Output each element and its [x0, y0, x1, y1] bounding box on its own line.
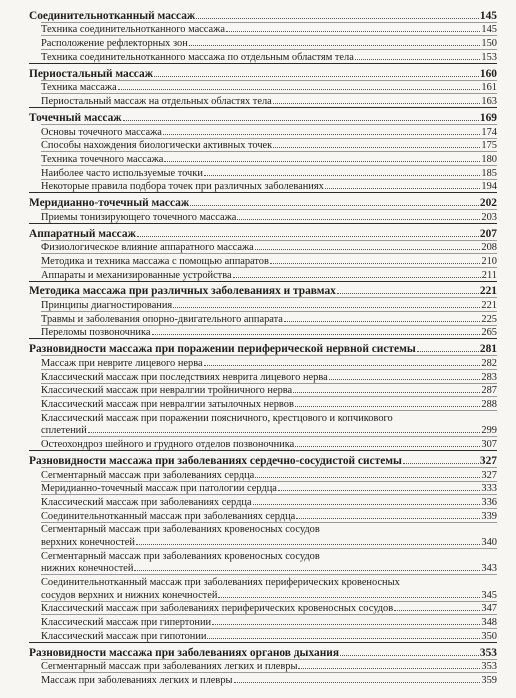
entry-title: Классический массаж при последствиях неврита лицевого нерва — [41, 371, 328, 383]
section-page-number: 202 — [479, 197, 497, 210]
entry-page-number: 340 — [481, 537, 497, 548]
section-heading — [29, 224, 497, 240]
dot-leader — [234, 682, 481, 683]
dot-leader — [337, 293, 479, 294]
section-heading — [29, 64, 497, 80]
dot-leader — [134, 570, 480, 571]
toc-entry — [41, 535, 497, 548]
toc-entry — [41, 562, 497, 575]
entry-title: Методика и техника массажа с помощью аппаратов — [41, 255, 269, 267]
toc-entry — [41, 574, 497, 588]
toc-section — [29, 6, 497, 63]
entry-title: Классический массаж при поражении поясничного, крестцового и копчикового — [41, 412, 393, 424]
dot-leader — [190, 205, 479, 206]
section-page-number: 327 — [479, 454, 497, 467]
entry-page-number: 359 — [481, 674, 497, 686]
toc-entry — [41, 22, 497, 36]
section-heading — [29, 6, 497, 22]
section-title: Аппаратный массаж — [29, 227, 136, 240]
entry-page-number: 353 — [481, 661, 497, 673]
dot-leader — [123, 120, 479, 121]
section-title: Соединительнотканный массаж — [29, 9, 196, 22]
dot-leader — [273, 147, 480, 148]
section-page-number: 221 — [479, 285, 497, 298]
toc-entry — [41, 49, 497, 63]
entry-page-number: 288 — [481, 399, 497, 411]
toc-entry — [41, 325, 497, 339]
toc-entry — [41, 253, 497, 267]
toc-entry — [41, 165, 497, 179]
entry-page-number: 210 — [481, 255, 497, 267]
dot-leader — [173, 307, 480, 308]
section-heading — [29, 108, 497, 124]
dot-leader — [325, 188, 481, 189]
entry-title: Основы точечного массажа — [41, 126, 162, 138]
dot-leader — [154, 76, 479, 77]
entry-page-number: 287 — [481, 385, 497, 397]
entry-title: Сегментарный массаж при заболеваниях кровеносных сосудов — [41, 524, 320, 536]
toc-entry — [41, 588, 497, 601]
section-heading — [29, 193, 497, 209]
section-title: Периостальный массаж — [29, 67, 153, 80]
toc-entry — [41, 297, 497, 311]
entry-page-number: 343 — [481, 563, 497, 575]
entry-title: Аппараты и механизированные устройства — [41, 269, 232, 281]
section-title: Разновидности массажа при заболеваниях сердечно-сосудистой системы — [29, 454, 402, 467]
dot-leader — [233, 277, 481, 278]
toc-entry — [41, 151, 497, 165]
entry-title: Техника точечного массажа — [41, 153, 164, 165]
dot-leader — [196, 18, 479, 19]
dot-leader — [293, 392, 480, 393]
entry-page-number: 345 — [481, 589, 497, 601]
dot-leader — [255, 477, 480, 478]
dot-leader — [295, 446, 480, 447]
entry-page-number: 211 — [481, 269, 497, 281]
entry-page-number: 145 — [481, 24, 497, 36]
dot-leader — [296, 518, 480, 519]
section-heading — [29, 282, 497, 298]
section-title: Разновидности массажа при поражении периферической нервной системы — [29, 343, 416, 356]
toc-entry — [41, 138, 497, 152]
dot-leader — [284, 321, 480, 322]
dot-leader — [295, 406, 481, 407]
dot-leader — [204, 365, 481, 366]
section-page-number: 353 — [479, 646, 497, 659]
toc-entry — [41, 508, 497, 522]
entry-page-number: 265 — [481, 327, 497, 339]
entry-page-number: 336 — [481, 496, 497, 508]
entry-page-number: 307 — [481, 439, 497, 451]
section-page-number: 281 — [479, 343, 497, 356]
dot-leader — [417, 351, 479, 352]
entry-page-number: 283 — [481, 371, 497, 383]
entry-title: Соединительнотканный массаж при заболеваниях периферических кровеносных — [41, 577, 400, 589]
toc-entry — [41, 424, 497, 437]
entry-page-number: 153 — [481, 51, 497, 63]
entry-page-number: 339 — [481, 510, 497, 522]
entry-title: Травмы и заболевания опорно-двигательного аппарата — [41, 313, 283, 325]
entry-title: Классический массаж при заболеваниях сердца — [41, 496, 252, 508]
section-page-number: 169 — [479, 111, 497, 124]
entry-title: Сегментарный массаж при заболеваниях сердца — [41, 469, 255, 481]
toc-entry — [41, 240, 497, 254]
toc-entry — [41, 80, 497, 94]
entry-title: Наиболее часто используемые точки — [41, 167, 203, 179]
table-of-contents — [29, 6, 497, 686]
toc-entry — [41, 481, 497, 495]
toc-entry — [41, 179, 497, 193]
entry-page-number: 180 — [481, 153, 497, 165]
entry-page-number: 185 — [481, 167, 497, 179]
toc-entry — [41, 494, 497, 508]
dot-leader — [164, 161, 480, 162]
entry-title: Сегментарный массаж при заболеваниях легких и плевры — [41, 661, 298, 673]
toc-section — [29, 642, 497, 686]
entry-title: Приемы тонизирующего точечного массажа — [41, 211, 237, 223]
entry-page-number: 347 — [481, 603, 497, 615]
entry-title: верхних конечностей — [41, 537, 135, 548]
entry-page-number: 194 — [481, 181, 497, 193]
dot-leader — [136, 544, 480, 545]
toc-entry — [41, 93, 497, 107]
entry-page-number: 163 — [481, 96, 497, 108]
dot-leader — [226, 31, 480, 32]
entry-title: Техника соединительнотканного массажа по отдельным областям тела — [41, 51, 354, 63]
toc-entry — [41, 369, 497, 383]
section-heading — [29, 643, 497, 659]
entry-page-number: 333 — [481, 483, 497, 495]
toc-entry — [41, 548, 497, 562]
entry-page-number: 203 — [481, 211, 497, 223]
section-title: Точечный массаж — [29, 111, 122, 124]
dot-leader — [270, 263, 480, 264]
entry-title: нижних конечностей — [41, 563, 134, 575]
toc-entry — [41, 659, 497, 673]
toc-entry — [41, 436, 497, 450]
entry-title: Классический массаж при гипотонии — [41, 630, 207, 642]
toc-entry — [41, 383, 497, 397]
section-title: Методика массажа при различных заболеваниях и травмах — [29, 285, 336, 298]
toc-entry — [41, 355, 497, 369]
dot-leader — [255, 249, 481, 250]
toc-entry — [41, 209, 497, 223]
dot-leader — [118, 89, 481, 90]
entry-title: Сегментарный массаж при заболеваниях кровеносных сосудов — [41, 550, 320, 562]
entry-title: сплетений — [41, 425, 87, 437]
toc-entry — [41, 396, 497, 410]
dot-leader — [253, 504, 481, 505]
toc-section — [29, 338, 497, 450]
entry-title: Классический массаж при невралгии тройничного нерва — [41, 385, 293, 397]
entry-title: Остеохондроз шейного и грудного отделов позвоночника — [41, 439, 295, 451]
dot-leader — [340, 655, 479, 656]
entry-page-number: 348 — [481, 617, 497, 629]
entry-title: Классический массаж при гипертонии — [41, 617, 212, 629]
section-heading — [29, 339, 497, 355]
toc-entry — [41, 601, 497, 615]
entry-title: Классический массаж при невралгии затылочных нервов — [41, 399, 294, 411]
dot-leader — [163, 134, 480, 135]
entry-title: Физиологическое влияние аппаратного массажа — [41, 242, 254, 254]
dot-leader — [207, 638, 480, 639]
dot-leader — [355, 59, 481, 60]
dot-leader — [212, 624, 480, 625]
toc-entry — [41, 410, 497, 424]
entry-title: сосудов верхних и нижних конечностей — [41, 589, 218, 601]
dot-leader — [273, 103, 481, 104]
toc-entry — [41, 267, 497, 281]
section-title: Разновидности массажа при заболеваниях органов дыхания — [29, 646, 339, 659]
toc-section — [29, 63, 497, 107]
entry-title: Техника соединительнотканного массажа — [41, 24, 225, 36]
entry-title: Расположение рефлекторных зон — [41, 38, 188, 50]
dot-leader — [298, 668, 480, 669]
toc-section — [29, 192, 497, 222]
dot-leader — [152, 334, 481, 335]
dot-leader — [278, 490, 481, 491]
toc-entry — [41, 672, 497, 686]
toc-entry — [41, 35, 497, 49]
dot-leader — [189, 45, 481, 46]
entry-title: Соединительнотканный массаж при заболеваниях сердца — [41, 510, 296, 522]
entry-page-number: 327 — [481, 469, 497, 481]
toc-section — [29, 281, 497, 339]
toc-entry — [41, 614, 497, 628]
dot-leader — [218, 597, 480, 598]
entry-page-number: 221 — [481, 300, 497, 312]
entry-page-number: 350 — [481, 630, 497, 642]
entry-title: Классический массаж при заболеваниях периферических кровеносных сосудов — [41, 603, 394, 615]
toc-section — [29, 107, 497, 192]
dot-leader — [237, 219, 480, 220]
entry-page-number: 282 — [481, 357, 497, 369]
section-page-number: 207 — [479, 227, 497, 240]
entry-page-number: 150 — [481, 38, 497, 50]
section-page-number: 160 — [479, 67, 497, 80]
entry-title: Переломы позвоночника — [41, 327, 151, 339]
entry-page-number: 161 — [481, 82, 497, 94]
entry-page-number: 175 — [481, 140, 497, 152]
section-heading — [29, 451, 497, 467]
entry-page-number: 225 — [481, 313, 497, 325]
entry-page-number: 174 — [481, 126, 497, 138]
toc-entry — [41, 124, 497, 138]
dot-leader — [204, 175, 481, 176]
dot-leader — [329, 379, 481, 380]
section-page-number: 145 — [479, 9, 497, 22]
section-title: Меридианно-точечный массаж — [29, 197, 190, 210]
dot-leader — [137, 236, 479, 237]
toc-entry — [41, 467, 497, 481]
toc-section — [29, 223, 497, 281]
entry-title: Принципы диагностирования — [41, 300, 173, 312]
entry-title: Меридианно-точечный массаж при патологии сердца — [41, 483, 277, 495]
entry-page-number: 208 — [481, 242, 497, 254]
entry-title: Периостальный массаж на отдельных областях тела — [41, 96, 272, 108]
toc-entry — [41, 522, 497, 536]
entry-page-number: 299 — [481, 425, 497, 437]
toc-entry — [41, 628, 497, 642]
toc-entry — [41, 311, 497, 325]
dot-leader — [403, 463, 479, 464]
entry-title: Некоторые правила подбора точек при различных заболеваниях — [41, 181, 324, 193]
entry-title: Техника массажа — [41, 82, 117, 94]
dot-leader — [394, 610, 480, 611]
dot-leader — [88, 432, 481, 433]
entry-title: Массаж при заболеваниях легких и плевры — [41, 674, 233, 686]
entry-title: Способы нахождения биологически активных точек — [41, 140, 273, 152]
toc-section — [29, 450, 497, 642]
entry-title: Массаж при неврите лицевого нерва — [41, 357, 203, 369]
